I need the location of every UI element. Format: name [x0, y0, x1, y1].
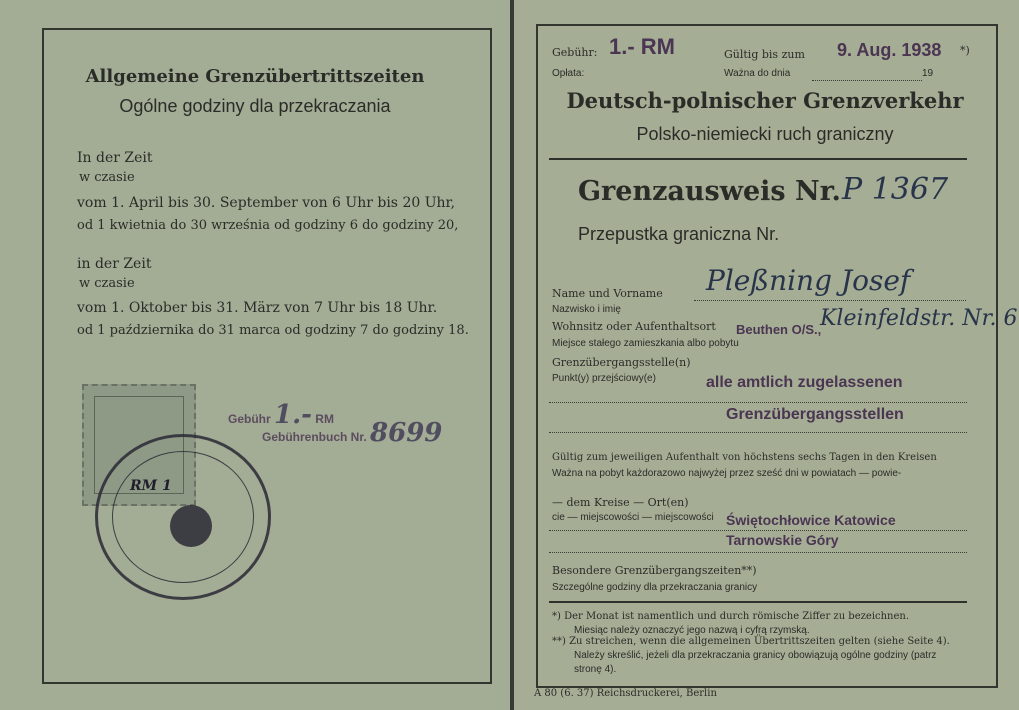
period2-text-de: vom 1. Oktober bis 31. März von 7 Uhr bis 18 Uhr.	[77, 300, 438, 316]
footnote-divider	[549, 601, 967, 603]
residence-label-de: Wohnsitz oder Aufenthaltsort	[552, 320, 716, 333]
fee-value: 1.- RM	[609, 34, 675, 59]
fee-stamp-book-number: 8699	[370, 418, 443, 448]
fee-stamp-book-label: Gebührenbuch Nr.	[262, 430, 367, 444]
footnote1-de: *) Der Monat ist namentlich und durch römische Ziffer zu bezeichnen.	[552, 611, 910, 622]
crossing-label-de: Grenzübergangsstelle(n)	[552, 356, 691, 369]
eagle-emblem-icon	[170, 505, 212, 547]
fee-stamp-unit: RM	[315, 412, 334, 426]
crossing-dotted-line1	[549, 402, 967, 403]
places-dotted-line1	[549, 530, 967, 531]
fee-stamp-amount: 1.-	[274, 400, 312, 430]
district-label-pl: cie — miejscowości — miejscowości	[552, 512, 714, 523]
footnote2-pl: Należy skreślić, jeżeli dla przekraczania granicy obowiązują ogólne godziny (patrz	[574, 650, 937, 661]
places-dotted-line2	[549, 552, 967, 553]
fee-label: Gebühr:	[552, 46, 598, 59]
printer-imprint: A 80 (6. 37) Reichsdruckerei, Berlin	[534, 688, 717, 699]
payment-label: Opłata:	[552, 68, 585, 79]
pass-number: P 1367	[842, 172, 949, 207]
name-label-pl: Nazwisko i imię	[552, 304, 621, 315]
residence-handwritten-value: Kleinfeldstr. Nr. 6	[820, 306, 1018, 331]
fee-stamp-line2	[262, 418, 442, 448]
pass-title-de: Grenzausweis Nr.	[578, 176, 841, 207]
year-suffix: 19	[922, 68, 934, 79]
crossing-value-line2: Grenzübergangsstellen	[726, 406, 904, 423]
residence-label-pl: Miejsce stałego zamieszkania albo pobytu	[552, 338, 739, 349]
valid-until-value: 9. Aug. 1938	[837, 40, 942, 60]
pass-title-pl: Przepustka graniczna Nr.	[578, 224, 780, 244]
crossing-label-pl: Punkt(y) przejściowy(e)	[552, 373, 656, 384]
period1-text-pl: od 1 kwietnia do 30 września od godziny 6 do godziny 20,	[77, 218, 459, 233]
valid-until-dotted-line	[812, 80, 922, 81]
valid-until-label-pl: Ważna do dnia	[724, 68, 791, 79]
footnote2-pl-continued: stronę 4).	[574, 664, 617, 675]
period1-label-de: In der Zeit	[77, 150, 153, 166]
special-times-label-de: Besondere Grenzübergangszeiten**)	[552, 564, 757, 577]
name-label-de: Name und Vorname	[552, 287, 663, 300]
period2-label-de: in der Zeit	[77, 256, 152, 272]
stay-text-de: Gültig zum jeweiligen Aufenthalt von höchstens sechs Tagen in den Kreisen	[552, 452, 937, 463]
residence-typed-value: Beuthen O/S.,	[736, 322, 822, 337]
left-page-title-de: Allgemeine Grenzübertrittszeiten	[85, 66, 425, 87]
places-line2: Tarnowskie Góry	[726, 532, 839, 548]
valid-until-label-de: Gültig bis zum	[724, 48, 805, 61]
footnote1-pl: Miesiąc należy oznaczyć jego nazwą i cyfrą rzymską.	[574, 625, 810, 636]
round-stamp-value: RM 1	[130, 478, 172, 494]
period1-text-de: vom 1. April bis 30. September von 6 Uhr bis 20 Uhr,	[77, 195, 456, 211]
footnote2-de: **) Zu streichen, wenn die allgemeinen Übertrittszeiten gelten (siehe Seite 4).	[552, 636, 950, 647]
period2-text-pl: od 1 października do 31 marca od godziny 7 do godziny 18.	[77, 323, 469, 338]
name-dotted-line	[694, 300, 966, 301]
places-line1: Świętochłowice Katowice	[726, 512, 896, 528]
district-label-de: — dem Kreise — Ort(en)	[552, 496, 689, 509]
crossing-value-line1: alle amtlich zugelassenen	[706, 374, 903, 391]
valid-footnote-mark: *)	[960, 44, 970, 57]
period1-label-pl: w czasie	[79, 170, 135, 185]
right-page	[514, 0, 1019, 710]
left-page-title-pl: Ogólne godziny dla przekraczania	[119, 96, 391, 116]
fee-stamp-label: Gebühr	[228, 412, 271, 426]
heading-pl: Polsko-niemiecki ruch graniczny	[636, 124, 894, 144]
heading-divider	[549, 158, 967, 160]
stay-text-pl: Ważna na pobyt każdorazowo najwyżej przez sześć dni w powiatach — powie-	[552, 468, 902, 479]
crossing-dotted-line2	[549, 432, 967, 433]
name-value: Pleßning Josef	[706, 264, 911, 297]
period2-label-pl: w czasie	[79, 276, 135, 291]
heading-de: Deutsch-polnischer Grenzverkehr	[566, 88, 964, 113]
left-page-border	[42, 28, 492, 684]
special-times-label-pl: Szczególne godziny dla przekraczania granicy	[552, 582, 758, 593]
